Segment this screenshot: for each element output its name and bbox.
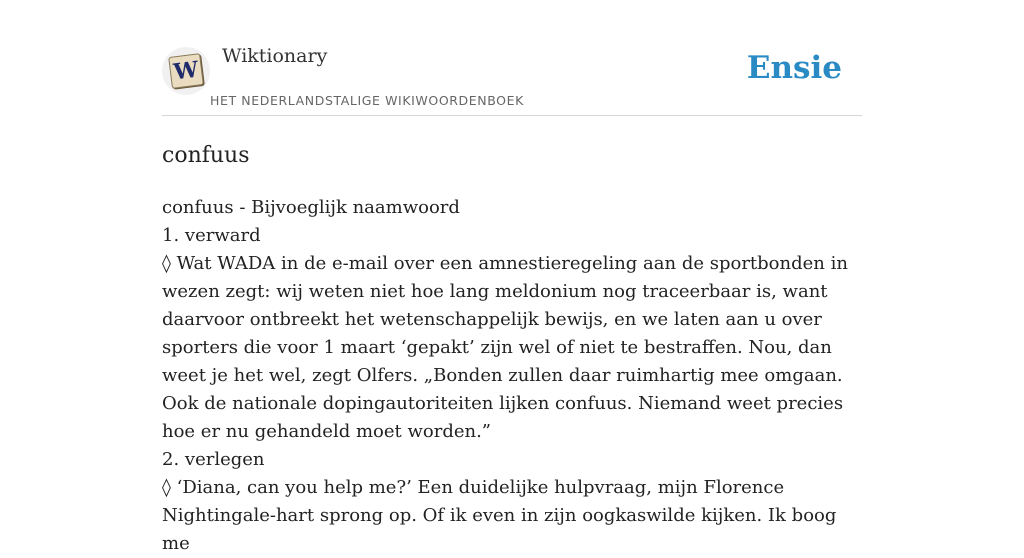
entry-heading: confuus - Bijvoeglijk naamwoord xyxy=(162,197,460,218)
page-title: confuus xyxy=(162,143,250,168)
meaning-2-example: ◊ ‘Diana, can you help me?’ Een duidelijke hulpvraag, mijn Florence Nightingale-hart sprong op. Of ik even in zijn oogkaswilde kijken. Ik boog me xyxy=(162,477,837,554)
ensie-brand-link[interactable]: Ensie xyxy=(746,50,842,86)
definition-entry xyxy=(162,194,862,558)
site-name[interactable]: Wiktionary xyxy=(222,45,328,67)
logo-letter: W xyxy=(168,53,204,89)
meaning-1-label: 1. verward xyxy=(162,225,261,246)
page xyxy=(162,0,862,558)
wiktionary-logo-icon[interactable] xyxy=(162,47,210,95)
meaning-1-example: ◊ Wat WADA in de e-mail over een amnestieregeling aan de sportbonden in wezen zegt: wij weten niet hoe lang meldonium nog traceerbaar is, want daarvoor ontbreekt het wetenschappelijk bewijs, en we laten aan u over sporters die voor 1 maart ‘gepakt’ zijn wel of niet te bestraffen. Nou, dan weet je het wel, zegt Olfers. „Bonden zullen daar ruimhartig mee omgaan. Ook de nationale dopingautoriteiten lijken confuus. Niemand weet precies hoe er nu gehandeld moet worden.” xyxy=(162,253,848,442)
site-tagline: HET NEDERLANDSTALIGE WIKIWOORDENBOEK xyxy=(210,93,524,108)
site-header xyxy=(162,0,862,116)
meaning-2-label: 2. verlegen xyxy=(162,449,265,470)
